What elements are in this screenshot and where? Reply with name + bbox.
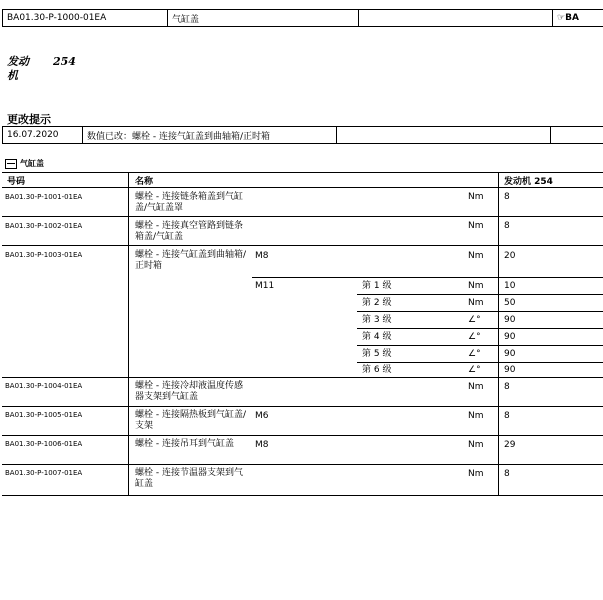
ref-cell[interactable] xyxy=(553,10,603,27)
stage-label: 第 4 级 xyxy=(362,332,392,342)
header-empty-cell xyxy=(359,10,553,27)
unit: Nm xyxy=(468,298,484,308)
row-rule xyxy=(357,311,603,312)
column-divider xyxy=(498,172,499,495)
torque-value: 90 xyxy=(504,315,516,325)
stage-label: 第 5 级 xyxy=(362,349,392,359)
angle-icon: ∠° xyxy=(468,349,481,359)
torque-value: 8 xyxy=(504,221,510,231)
column-header-engine: 发动机 254 xyxy=(504,177,553,187)
torque-value: 8 xyxy=(504,469,510,479)
unit: Nm xyxy=(468,469,484,479)
change-table xyxy=(2,126,603,144)
torque-value: 20 xyxy=(504,251,516,261)
torque-value: 10 xyxy=(504,281,516,291)
row-rule xyxy=(252,277,603,278)
part-code[interactable]: BA01.30-P-1006-01EA xyxy=(5,440,83,448)
header-bottom-rule xyxy=(2,187,603,188)
torque-value: 29 xyxy=(504,440,516,450)
table-top-rule xyxy=(2,172,603,173)
change-section-title: 更改提示 xyxy=(7,113,51,126)
unit: Nm xyxy=(468,251,484,261)
part-code[interactable]: BA01.30-P-1007-01EA xyxy=(5,469,83,477)
row-rule xyxy=(2,216,603,217)
change-text: 数值已改：螺栓 - 连接气缸盖到曲轴箱/正时箱 xyxy=(83,127,337,144)
row-rule xyxy=(357,345,603,346)
engine-number: 254 xyxy=(53,55,76,68)
bolt-size: M11 xyxy=(255,281,275,291)
part-name: 螺栓 - 连接冷却液温度传感器支架到气缸盖 xyxy=(135,381,243,402)
ref-label: BA xyxy=(565,13,579,23)
part-code[interactable]: BA01.30-P-1001-01EA xyxy=(5,193,83,201)
row-rule xyxy=(357,362,603,363)
angle-icon: ∠° xyxy=(468,365,481,375)
doc-subject: 气缸盖 xyxy=(168,10,359,27)
bolt-size: M8 xyxy=(255,251,269,261)
group-title xyxy=(5,158,44,169)
torque-value: 8 xyxy=(504,192,510,202)
row-rule xyxy=(2,464,603,465)
torque-value: 50 xyxy=(504,298,516,308)
torque-value: 8 xyxy=(504,382,510,392)
component-icon xyxy=(5,159,17,169)
change-empty-cell-2 xyxy=(551,127,603,144)
column-header-name: 名称 xyxy=(135,177,154,187)
unit: Nm xyxy=(468,440,484,450)
pointing-hand-icon: ☞ xyxy=(557,13,566,23)
row-rule xyxy=(2,377,603,378)
part-code[interactable]: BA01.30-P-1002-01EA xyxy=(5,222,83,230)
part-name: 螺栓 - 连接链条箱盖到气缸盖/气缸盖罩 xyxy=(135,192,243,213)
row-rule xyxy=(357,328,603,329)
part-name: 螺栓 - 连接节温器支架到气缸盖 xyxy=(135,468,243,489)
doc-code: BA01.30-P-1000-01EA xyxy=(3,10,168,27)
document-header xyxy=(2,9,603,27)
torque-value: 90 xyxy=(504,332,516,342)
part-code[interactable]: BA01.30-P-1005-01EA xyxy=(5,411,83,419)
change-empty-cell xyxy=(337,127,551,144)
bolt-size: M6 xyxy=(255,411,269,421)
unit: Nm xyxy=(468,281,484,291)
unit: Nm xyxy=(468,382,484,392)
part-code[interactable]: BA01.30-P-1003-01EA xyxy=(5,251,83,259)
row-rule xyxy=(2,435,603,436)
row-rule xyxy=(2,406,603,407)
engine-title xyxy=(7,55,76,83)
torque-value: 90 xyxy=(504,349,516,359)
stage-label: 第 3 级 xyxy=(362,315,392,325)
table-bottom-rule xyxy=(2,495,603,496)
angle-icon: ∠° xyxy=(468,315,481,325)
group-title-text: 气缸盖 xyxy=(20,159,44,168)
stage-label: 第 2 级 xyxy=(362,298,392,308)
row-rule xyxy=(357,294,603,295)
engine-word: 发动机 xyxy=(7,55,29,82)
part-code[interactable]: BA01.30-P-1004-01EA xyxy=(5,382,83,390)
column-header-code: 号码 xyxy=(7,177,26,187)
bolt-size: M8 xyxy=(255,440,269,450)
change-date: 16.07.2020 xyxy=(3,127,83,144)
part-name: 螺栓 - 连接隔热板到气缸盖/支架 xyxy=(135,410,247,431)
part-name: 螺栓 - 连接吊耳到气缸盖 xyxy=(135,439,234,449)
stage-label: 第 1 级 xyxy=(362,281,392,291)
angle-icon: ∠° xyxy=(468,332,481,342)
part-name: 螺栓 - 连接气缸盖到曲轴箱/正时箱 xyxy=(135,250,247,271)
column-divider xyxy=(128,172,129,495)
unit: Nm xyxy=(468,221,484,231)
part-name: 螺栓 - 连接真空管路到链条箱盖/气缸盖 xyxy=(135,221,243,242)
torque-value: 8 xyxy=(504,411,510,421)
unit: Nm xyxy=(468,411,484,421)
torque-value: 90 xyxy=(504,365,516,375)
unit: Nm xyxy=(468,192,484,202)
stage-label: 第 6 级 xyxy=(362,365,392,375)
row-rule xyxy=(2,245,603,246)
